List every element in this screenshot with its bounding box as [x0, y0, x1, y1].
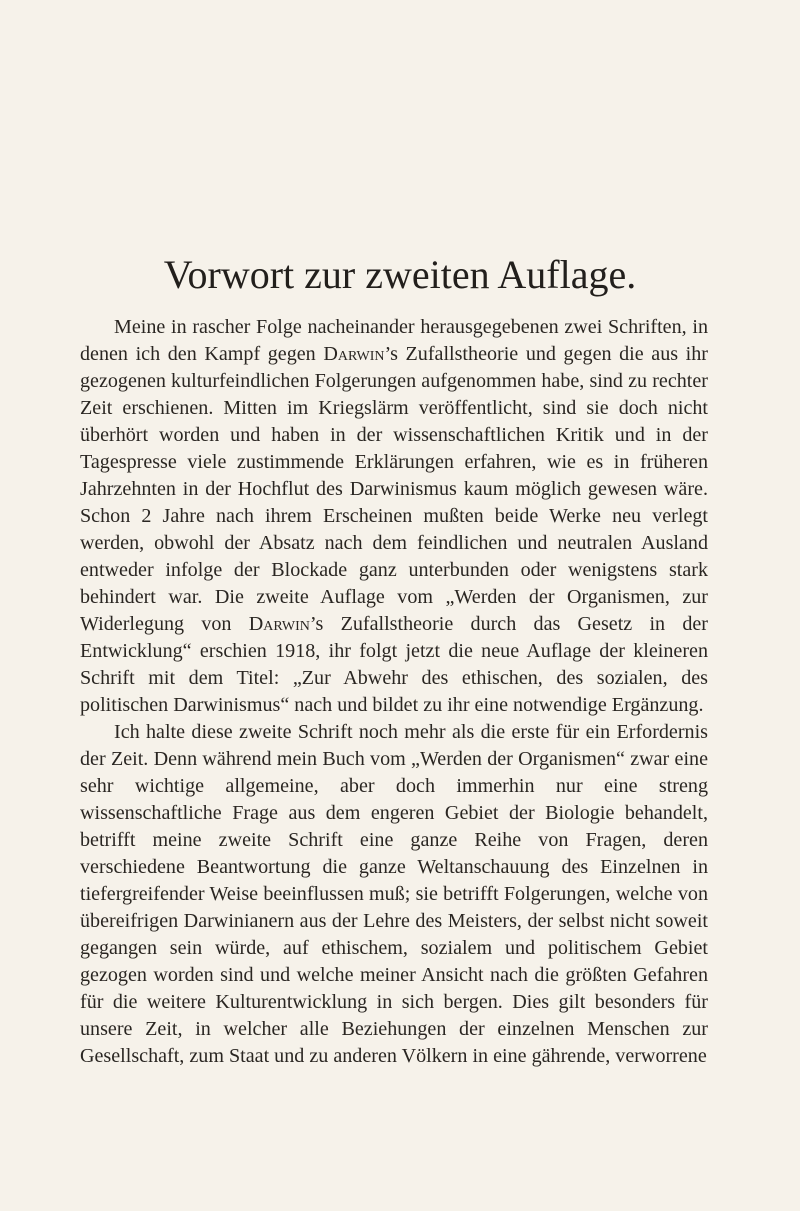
- text-segment: ’s Zufallstheorie und gegen die aus ihr gezogenen kulturfeindlichen Folgerungen aufgenommen habe, sind zu rechter Zeit erschienen. Mitten im Kriegslärm veröffentlicht, sind sie doch nicht überhört worden und haben in der wissenschaftlichen Kritik und in der Tagespresse viele zustimmende Erklärungen erfahren, wie es in früheren Jahrzehnten in der Hochflut des Darwinismus kaum möglich gewesen wäre. Schon 2 Jahre nach ihrem Erscheinen mußten beide Werke neu verlegt werden, obwohl der Absatz nach dem feindlichen und neutralen Ausland entweder infolge der Blockade ganz unterbunden oder wenigstens stark behindert war. Die zweite Auflage vom „Werden der Organismen, zur Widerlegung von: [80, 343, 708, 635]
- text-segment: Meine in rascher Folge nacheinander herausgegebenen zwei Schriften, in denen ich den Kampf gegen: [80, 316, 708, 365]
- paragraph-1: [80, 314, 708, 719]
- text-segment: Ich halte diese zweite Schrift noch mehr als die erste für ein Erfordernis der Zeit. Denn während mein Buch vom „Werden der Organismen“ zwar eine sehr wichtige allgemeine, aber doch immerhin nur eine streng wissenschaftliche Frage aus dem engeren Gebiet der Biologie behandelt, betrifft meine zweite Schrift eine ganze Reihe von Fragen, deren verschiedene Beantwortung die ganze Weltanschauung des Einzelnen in tiefergreifender Weise beeinflussen muß; sie betrifft Folgerungen, welche von übereifrigen Darwinianern aus der Lehre des Meisters, der selbst nicht soweit gegangen sein würde, auf ethischem, sozialem und politischem Gebiet gezogen worden sind und welche meiner Ansicht nach die größten Gefahren für die weitere Kulturentwicklung in sich bergen. Dies gilt besonders für unsere Zeit, in welcher alle Beziehungen der einzelnen Menschen zur Gesellschaft, zum Staat und zu anderen Völkern in eine gährende, verworrene: [80, 721, 708, 1067]
- paragraph-2: [80, 719, 708, 1070]
- body-text: [80, 314, 708, 1070]
- author-name-darwin: Darwin: [323, 343, 385, 365]
- author-name-darwin: Darwin: [248, 613, 310, 635]
- page-title: Vorwort zur zweiten Auflage.: [163, 252, 637, 297]
- text-segment: ’s Zufallstheorie durch das Gesetz in der Entwicklung“ erschien 1918, ihr folgt jetzt die neue Auflage der kleineren Schrift mit dem Titel: „Zur Abwehr des ethischen, des sozialen, des politischen Darwinismus“ nach und bildet zu ihr eine notwendige Ergänzung.: [80, 613, 708, 716]
